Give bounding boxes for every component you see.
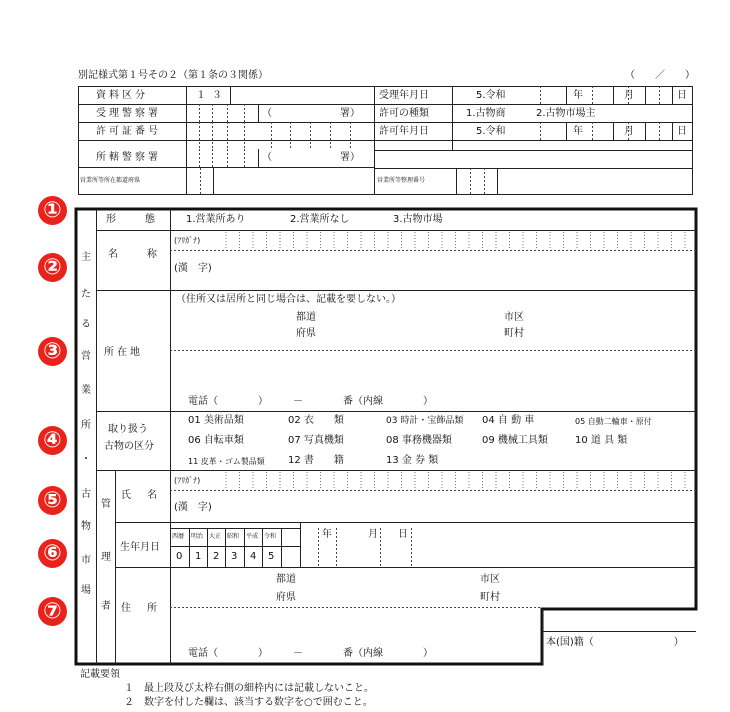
juri-year: 年 [573,90,583,101]
era-name: 平成 [246,533,259,540]
vertical-char: 主 [81,252,91,263]
kobutsu-item: 09 機械工具類 [482,435,548,446]
section-number-2: ② [38,253,67,282]
sho-suffix-2: 署） [340,152,360,163]
kanri-tel: 電話（ ） － 番（内線 ） [188,648,433,659]
kanrisha-char: 管 [101,499,111,510]
era-num: 1 [195,551,202,562]
vertical-char: 所 [81,420,91,431]
kobutsu-label-1: 取り扱う [108,424,148,435]
kyoka-kind-label: 許可の種類 [379,108,429,119]
prefecture-label: 営業所等所在都道府県 [80,177,141,184]
juri-date-label: 受理年月日 [379,90,429,101]
vertical-char: 物 [81,521,91,532]
kobutsu-item: 07 写真機類 [288,435,344,446]
kobutsu-item: 10 道 具 類 [575,435,628,446]
kobutsu-item: 06 自転車類 [188,435,244,446]
sho-open-2: （ [262,152,272,163]
todo: 都道 [296,312,316,323]
kobutsu-item: 11 皮革・ゴム製品類 [188,457,265,466]
juri-era: 5.令和 [476,90,506,101]
kobutsu-item: 12 書 籍 [288,455,344,466]
shimei-kanji: (漢 字) [174,502,212,513]
page-count: （ ／ ） [625,70,695,81]
vertical-char: 業 [81,385,91,396]
note-item: １ 最上段及び太枠右側の細枠内には記載しないこと。 [124,683,374,694]
address-note: （住所又は居所と同じ場合は、記載を要しない。） [176,294,401,305]
shimei-furigana: (ﾌﾘｶﾞﾅ) [174,476,201,485]
honseki: 本(国)籍（ ） [546,637,684,648]
keitai-option-3: 3.古物市場 [393,214,443,225]
form-title: 別記様式第１号その２（第１条の３関係） [78,70,268,81]
birth-year: 年 [322,529,332,540]
shiku: 市区 [504,312,524,323]
kyoka-no-label: 許可証番号 [96,126,161,137]
shiryo-value: １３ [196,90,228,101]
era-num: 4 [250,551,257,562]
kobutsu-item: 04 自 動 車 [482,415,535,426]
shozaichi-label: 所在地 [104,347,143,358]
kyoka-era: 5.令和 [476,126,506,137]
vertical-char: た [81,289,91,300]
section-number-3: ③ [38,337,67,366]
meisho-label: 名 称 [108,249,160,260]
kankatsu-label: 所轄警察署 [96,152,161,163]
section-number-5: ⑤ [38,486,67,515]
kind-2: 2.古物市場主 [536,108,596,119]
vertical-char: る [81,319,91,330]
section-number-4: ④ [38,426,67,455]
juri-day: 日 [677,90,687,101]
vertical-char: 市 [81,555,91,566]
vertical-char: 営 [81,351,91,362]
era-name: 明治 [191,533,204,540]
section-number-1: ① [38,196,67,225]
kyoka-day: 日 [677,126,687,137]
birth-month: 月 [368,529,378,540]
meisho-furigana: (ﾌﾘｶﾞﾅ) [174,236,201,245]
kobutsu-item: 13 金 券 類 [386,455,439,466]
sho-open-1: （ [262,108,272,119]
notes-heading: 記載要領 [80,669,120,680]
era-name: 昭和 [227,533,240,540]
era-name: 西暦 [172,533,185,540]
note-item: ２ 数字を付した欄は、該当する数字を○で囲むこと。 [124,697,373,708]
jusho-label: 住 所 [121,603,160,614]
kanri-shiku: 市区 [480,574,500,585]
shimei-label: 氏 名 [121,490,160,501]
vertical-char: ・ [81,454,91,465]
kanrisha-char: 理 [101,552,111,563]
kyoka-date-label: 許可年月日 [379,126,429,137]
section-number-7: ⑦ [38,597,67,626]
vertical-char: 場 [81,585,91,596]
kobutsu-item: 01 美術品類 [188,415,244,426]
keitai-option-1: 1.営業所あり [186,214,246,225]
birth-label: 生年月日 [120,542,160,553]
vertical-char: 古 [81,489,91,500]
kanri-chouson: 町村 [480,592,500,603]
kyoka-year: 年 [573,126,583,137]
kanri-fuken: 府県 [276,592,296,603]
kobutsu-item: 02 衣 類 [288,415,344,426]
kind-1: 1.古物商 [466,108,506,119]
era-num: 2 [213,551,220,562]
kobutsu-item: 08 事務機器類 [386,435,452,446]
shiryo-label: 資料区分 [96,90,148,101]
kobutsu-label-2: 古物の区分 [104,441,154,452]
kanri-todo: 都道 [276,574,296,585]
era-num: 0 [176,551,183,562]
shozaichi-tel: 電話（ ） － 番（内線 ） [188,396,433,407]
keitai-option-2: 2.営業所なし [290,214,350,225]
era-num: 3 [231,551,238,562]
kobutsu-item: 05 自動二輪車・原付 [575,417,652,426]
kyoka-month: 月 [624,126,634,137]
section-number-6: ⑥ [38,539,67,568]
era-num: 5 [268,551,275,562]
juri-keisatsusho-label: 受理警察署 [96,108,161,119]
birth-day: 日 [398,529,408,540]
chouson: 町村 [504,328,524,339]
juri-month: 月 [624,90,634,101]
meisho-kanji: (漢 字) [174,263,212,274]
kanrisha-char: 者 [101,601,111,612]
kobutsu-item: 03 時計・宝飾品類 [386,416,464,426]
seiri-label: 営業所等整理番号 [377,177,426,184]
era-name: 大正 [209,533,222,540]
keitai-label: 形 態 [106,214,158,225]
fuken: 府県 [296,328,316,339]
era-name: 令和 [264,533,277,540]
sho-suffix-1: 署） [340,108,360,119]
